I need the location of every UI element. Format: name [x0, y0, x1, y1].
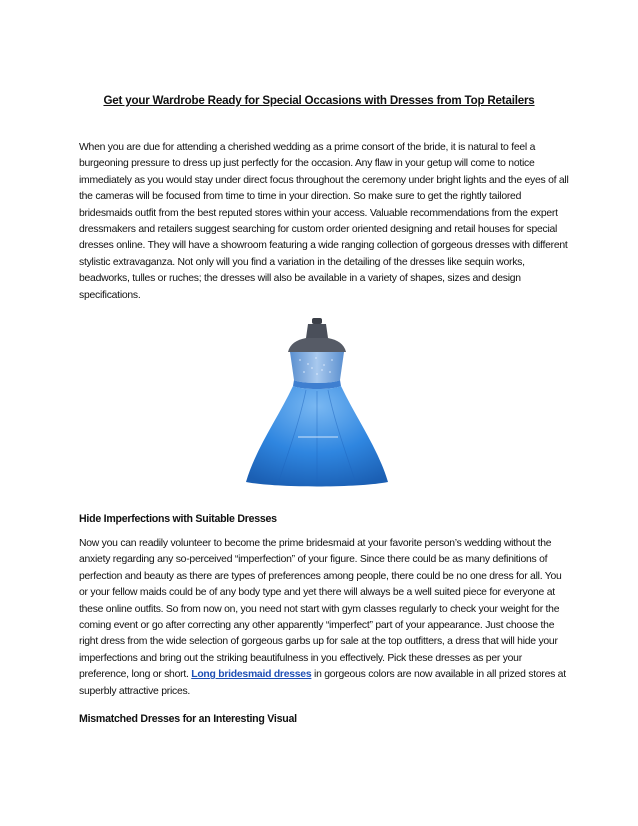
- intro-paragraph: When you are due for attending a cherished wedding as a prime consort of the bride, it is natural to feel a burgeoning pressure to dress up just perfectly for the occasion. Any flaw in your getup will come to notice immediately as you would stay under direct focus throughout the ceremony under bright lights and the eyes of all the cameras will be focused from time to time in your direction. So make sure to get the rightly tailored bridesmaids outfit from the best reputed stores within your access. Valuable recommendations from the expert dressmakers and retailers suggest searching for custom order oriented designing and retail houses for special dresses online. They will have a showroom featuring a wide ranging collection of gorgeous dresses with different stylistic extravaganza. Not only will you find a variation in the detailing of the dresses like sequin works, beadworks, tulles or ruches; the dresses will also be available in a variety of shapes, sizes and design specifications.: [79, 142, 569, 301]
- document-title: Get your Wardrobe Ready for Special Occasions with Dresses from Top Retailers: [103, 94, 535, 107]
- section-heading-hide-imperfections: Hide Imperfections with Suitable Dresses: [79, 513, 277, 525]
- long-bridesmaid-dresses-link[interactable]: Long bridesmaid dresses: [191, 669, 312, 681]
- dress-bodice: [290, 352, 344, 383]
- mannequin-neck: [306, 324, 328, 338]
- blue-ball-gown-dress-image: [238, 318, 396, 488]
- mannequin-shoulders: [288, 338, 346, 352]
- section1-text-after-link: in gorgeous colors are now available in all prized stores at superbly attractive prices.: [79, 669, 566, 697]
- dress-illustration: [238, 318, 396, 488]
- section1-paragraph: [79, 536, 569, 700]
- mannequin-cap: [312, 318, 322, 324]
- section-heading-mismatched-dresses: Mismatched Dresses for an Interesting Visual: [79, 713, 297, 725]
- section1-text: Now you can readily volunteer to become the prime bridesmaid at your favorite person’s wedding without the anxiety regarding any so-perceived “imperfection” of your figure. Since there could be as many definitions of perfection and beauty as there are types of preferences among people, there could be no one dress for all. You or your fellow maids could be of any body type and yet there will always be a well suited piece for everyone at these online outfits. So from now on, you need not start with gym classes regularly to check your weight for the coming event or go after correcting any other apparently “imperfect” part of your appearance. Just choose the right dress from the wide selection of gorgeous garbs up for sale at the top outfitters, a dress that will hide your imperfections and bring out the striking beautifulness in you effectively. Pick these dresses as per your preference, long or short.: [79, 538, 562, 681]
